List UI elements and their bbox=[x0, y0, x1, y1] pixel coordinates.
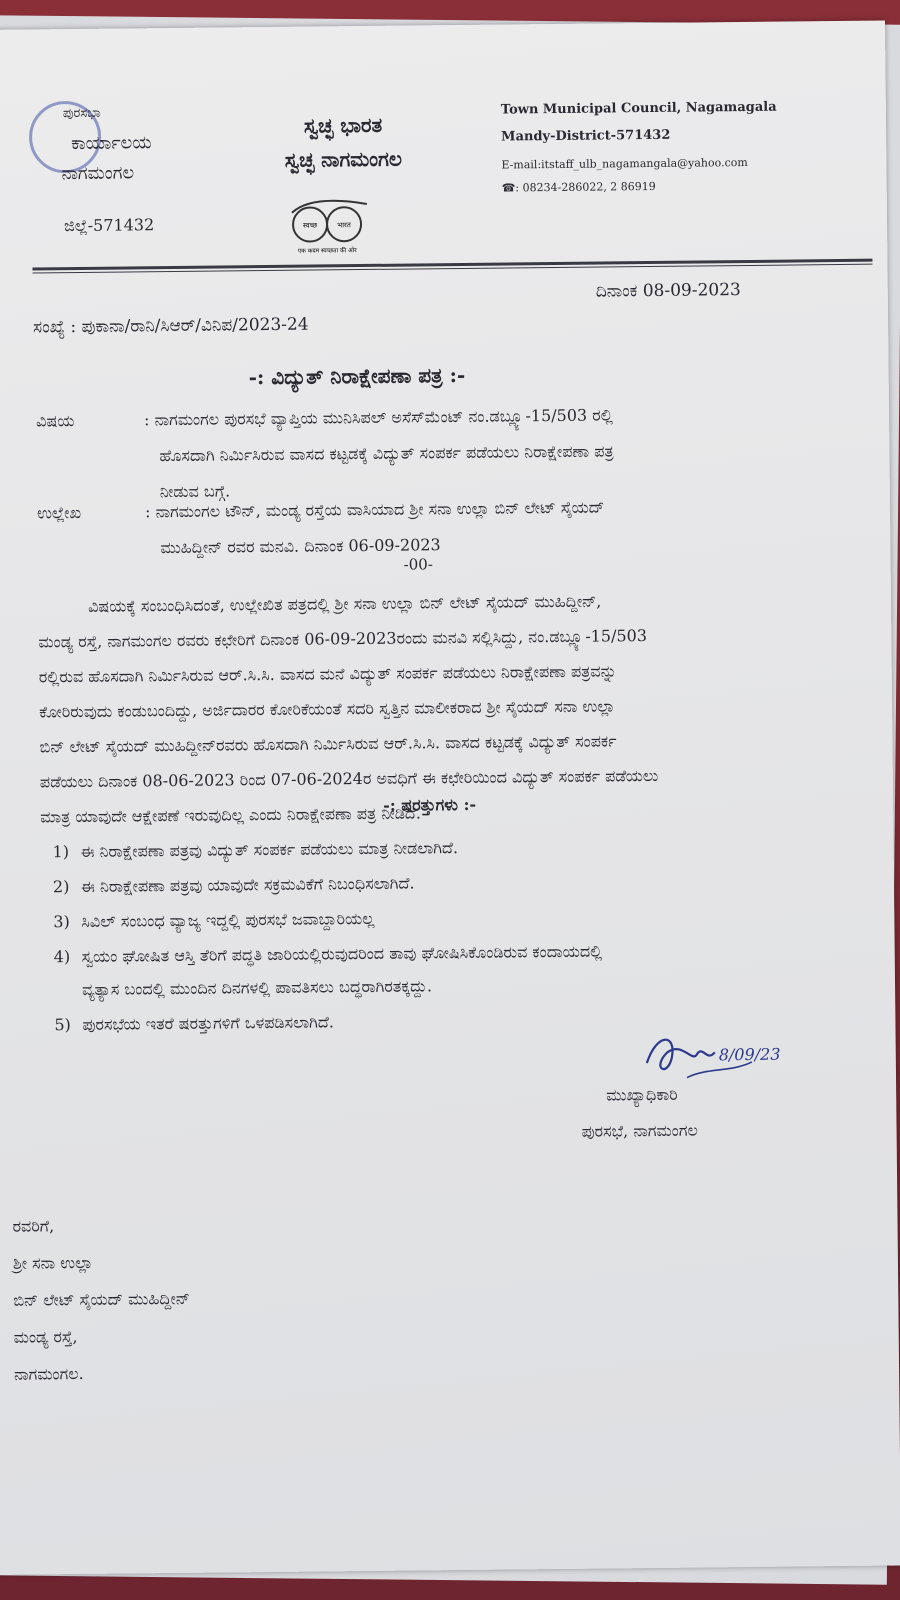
header-center-title bbox=[263, 107, 424, 177]
condition-item bbox=[53, 897, 853, 938]
subject-line: : ನಾಗಮಂಗಲ ಪುರಸಭೆ ವ್ಯಾಪ್ತಿಯ ಮುನಿಸಿಪಲ್ ಅಸೆಸ್‌ಮೆಂಟ್ ನಂ.ಡಬ್ಲ್ಯೂ-15/503 ರಲ್ಲಿ bbox=[143, 405, 613, 430]
condition-text: ಈ ನಿರಾಕ್ಷೇಪಣಾ ಪತ್ರವು ವಿದ್ಯುತ್ ಸಂಪರ್ಕ ಪಡೆಯಲು ಮಾತ್ರ ನೀಡಲಾಗಿದೆ. bbox=[80, 838, 459, 861]
condition-number: 1) bbox=[52, 842, 70, 862]
subject-label: ವಿಷಯ bbox=[35, 411, 75, 431]
swachh-nagamangala-label: ಸ್ವಚ್ಛ ನಾಗಮಂಗಲ bbox=[284, 146, 403, 172]
paragraph-line: ಮಾತ್ರ ಯಾವುದೇ ಆಕ್ಷೇಪಣೆ ಇರುವುದಿಲ್ಲ ಎಂದು ನಿರಾಕ್ಷೇಪಣಾ ಪತ್ರ ನೀಡಿದೆ. bbox=[40, 803, 422, 827]
paragraph-line: ಕೋರಿರುವುದು ಕಂಡುಬಂದಿದ್ದು, ಅರ್ಜಿದಾರರ ಕೋರಿಕೆಯಂತೆ ಸದರಿ ಸ್ವತ್ತಿನ ಮಾಲೀಕರಾದ ಶ್ರೀ ಸೈಯದ್ ಸನಾ ಉಲ್ಲಾ bbox=[39, 696, 616, 722]
conditions-title: -: ಷರತ್ತುಗಳು :- bbox=[383, 794, 477, 815]
condition-number: 5) bbox=[54, 1015, 71, 1035]
phone-line: ☎: 08234-286022, 2 86919 bbox=[501, 179, 656, 195]
addressee-line: ಶ್ರೀ ಸನಾ ಉಲ್ಲಾ bbox=[12, 1252, 94, 1273]
header-left-line: ಪುರಸಭಾ bbox=[62, 105, 101, 122]
signature-date: 8/09/23 bbox=[718, 1044, 781, 1065]
condition-text: ಪುರಸಭೆಯ ಇತರೆ ಷರತ್ತುಗಳಿಗೆ ಒಳಪಡಿಸಲಾಗಿದೆ. bbox=[82, 1012, 334, 1034]
condition-text: ಸಿವಿಲ್ ಸಂಬಂಧ ವ್ಯಾಜ್ಯ ಇದ್ದಲ್ಲಿ ಪುರಸಭೆ ಜವಾಬ್ದಾರಿಯಲ್ಲ bbox=[81, 908, 375, 931]
condition-text: ಸ್ವಯಂ ಘೋಷಿತ ಆಸ್ತಿ ತೆರಿಗೆ ಪದ್ಧತಿ ಜಾರಿಯಲ್ಲಿರುವುದರಿಂದ ತಾವು ಘೋಷಿಸಿಕೊಂಡಿರುವ ಕಂದಾಯದಲ್ಲಿ bbox=[81, 941, 603, 966]
separator: -00- bbox=[403, 555, 433, 574]
conditions-list bbox=[52, 827, 854, 1043]
reference-line: ಮುಹಿದ್ದೀನ್ ರವರ ಮನವಿ. ದಿನಾಂಕ 06-09-2023 bbox=[160, 535, 441, 558]
reference-line: : ನಾಗಮಂಗಲ ಟೌನ್, ಮಂಡ್ಯ ರಸ್ತೆಯ ವಾಸಿಯಾದ ಶ್ರೀ ಸನಾ ಉಲ್ಲಾ ಬಿನ್ ಲೇಟ್ ಸೈಯದ್ bbox=[144, 497, 605, 522]
subject-line: ಹೊಸದಾಗಿ ನಿರ್ಮಿಸಿರುವ ವಾಸದ ಕಟ್ಟಡಕ್ಕೆ ವಿದ್ಯುತ್ ಸಂಪರ್ಕ ಪಡೆಯಲು ನಿರಾಕ್ಷೇಪಣಾ ಪತ್ರ bbox=[159, 441, 614, 466]
paragraph-line: ಪಡೆಯಲು ದಿನಾಂಕ 08-06-2023 ರಿಂದ 07-06-2024ರ ಅವಧಿಗೆ ಈ ಕಛೇರಿಯಿಂದ ವಿದ್ಯುತ್ ಸಂಪರ್ಕ ಪಡೆಯಲು bbox=[39, 765, 659, 792]
condition-number: 4) bbox=[53, 947, 71, 967]
condition-text: ವ್ಯತ್ಯಾಸ ಬಂದಲ್ಲಿ ಮುಂದಿನ ದಿನಗಳಲ್ಲಿ ಪಾವತಿಸಲು ಬದ್ಧರಾಗಿರತಕ್ಕದ್ದು. bbox=[81, 976, 433, 999]
letter-date: ದಿನಾಂಕ 08-09-2023 bbox=[595, 280, 741, 302]
condition-number: 3) bbox=[53, 912, 70, 932]
condition-item bbox=[54, 932, 855, 1006]
reference-text bbox=[145, 487, 846, 566]
addressee-line: ಬಿನ್ ಲೇಟ್ ಸೈಯದ್ ಮುಹಿದ್ದೀನ್ bbox=[13, 1288, 191, 1310]
swachh-bharat-label: ಸ್ವಚ್ಛ ಭಾರತ bbox=[303, 112, 383, 138]
condition-item bbox=[53, 862, 853, 903]
office-name: Town Municipal Council, Nagamagala bbox=[500, 99, 777, 118]
subject-line: ನೀಡುವ ಬಗ್ಗೆ. bbox=[159, 481, 231, 502]
header-left-line: ಜಿಲ್ಲೆ-571432 bbox=[63, 215, 155, 236]
email-line: E-mail:itstaff_ulb_nagamangala@yahoo.com bbox=[501, 155, 748, 172]
logo-word-right: भारत bbox=[337, 221, 351, 230]
logo-tagline: एक कदम स्वच्छता की ओर bbox=[297, 247, 357, 255]
handwritten-signature bbox=[636, 1022, 797, 1094]
addressee-block bbox=[12, 1206, 191, 1393]
swachh-bharat-logo-icon bbox=[272, 196, 383, 257]
paragraph-line: ಬಿನ್ ಲೇಟ್ ಸೈಯದ್ ಮುಹಿದ್ದೀನ್‌ರವರು ಹೊಸದಾಗಿ ನಿರ್ಮಿಸಿರುವ ಆರ್.ಸಿ.ಸಿ. ವಾಸದ ಕಟ್ಟಡಕ್ಕೆ ವಿದ್ಯುತ್ ಸಂಪರ್ಕ bbox=[39, 731, 617, 757]
header-left-line: ನಾಗಮಂಗಲ bbox=[61, 162, 135, 185]
condition-text: ಈ ನಿರಾಕ್ಷೇಪಣಾ ಪತ್ರವು ಯಾವುದೇ ಸಕ್ರಮವಿಕೆಗೆ ನಿಬಂಧಿಸಲಾಗಿದೆ. bbox=[80, 873, 415, 896]
reference-label: ಉಲ್ಲೇಖ bbox=[36, 502, 82, 523]
header-right-english bbox=[501, 99, 832, 194]
addressee-line: ರವರಿಗೆ, bbox=[12, 1216, 55, 1236]
addressee-line: ಮಂಡ್ಯ ರಸ್ತೆ, bbox=[13, 1327, 78, 1347]
condition-number: 2) bbox=[52, 877, 70, 897]
district-line: Mandy-District-571432 bbox=[501, 127, 671, 145]
reference-number: ಸಂಖ್ಯೆ : ಪುಕಾನಾ/ರಾನಿ/ಸಿಆರ್/ವಿನಿಪ/2023-24 bbox=[33, 314, 309, 338]
paragraph-line: ರಲ್ಲಿರುವ ಹೊಸದಾಗಿ ನಿರ್ಮಿಸಿರುವ ಆರ್.ಸಿ.ಸಿ. ವಾಸದ ಮನೆ ವಿದ್ಯುತ್ ಸಂಪರ್ಕ ಪಡೆಯಲು ನಿರಾಕ್ಷೇಪಣಾ ಪತ್ರವನ್ನು bbox=[38, 661, 617, 687]
document-page bbox=[0, 21, 900, 1575]
header-left-line: ಕಾರ್ಯಾಲಯ bbox=[71, 132, 152, 155]
paragraph-line: ಮಂಡ್ಯ ರಸ್ತೆ, ನಾಗಮಂಗಲ ರವರು ಕಛೇರಿಗೆ ದಿನಾಂಕ 06-09-2023ರಂದು ಮನವಿ ಸಲ್ಲಿಸಿದ್ದು, ನಂ.ಡಬ್ಲ್ಯೂ-15/503 bbox=[38, 626, 648, 652]
logo-word-left: स्वच्छ bbox=[302, 221, 318, 230]
signatory-designation: ಮುಖ್ಯಾಧಿಕಾರಿ bbox=[606, 1084, 678, 1105]
paragraph-line: ವಿಷಯಕ್ಕೆ ಸಂಬಂಧಿಸಿದಂತೆ, ಉಲ್ಲೇಖಿತ ಪತ್ರದಲ್ಲಿ ಶ್ರೀ ಸನಾ ಉಲ್ಲಾ ಬಿನ್ ಲೇಟ್ ಸೈಯದ್ ಮುಹಿದ್ದೀನ್, bbox=[87, 591, 602, 616]
addressee-line: ನಾಗಮಂಗಲ. bbox=[13, 1363, 84, 1384]
signatory-office: ಪುರಸಭೆ, ನಾಗಮಂಗಲ bbox=[581, 1120, 698, 1141]
header-left-kannada bbox=[43, 98, 194, 242]
condition-item bbox=[52, 827, 852, 868]
letter-title: -: ವಿದ್ಯುತ್ ನಿರಾಕ್ಷೇಪಣಾ ಪತ್ರ :- bbox=[248, 362, 466, 390]
